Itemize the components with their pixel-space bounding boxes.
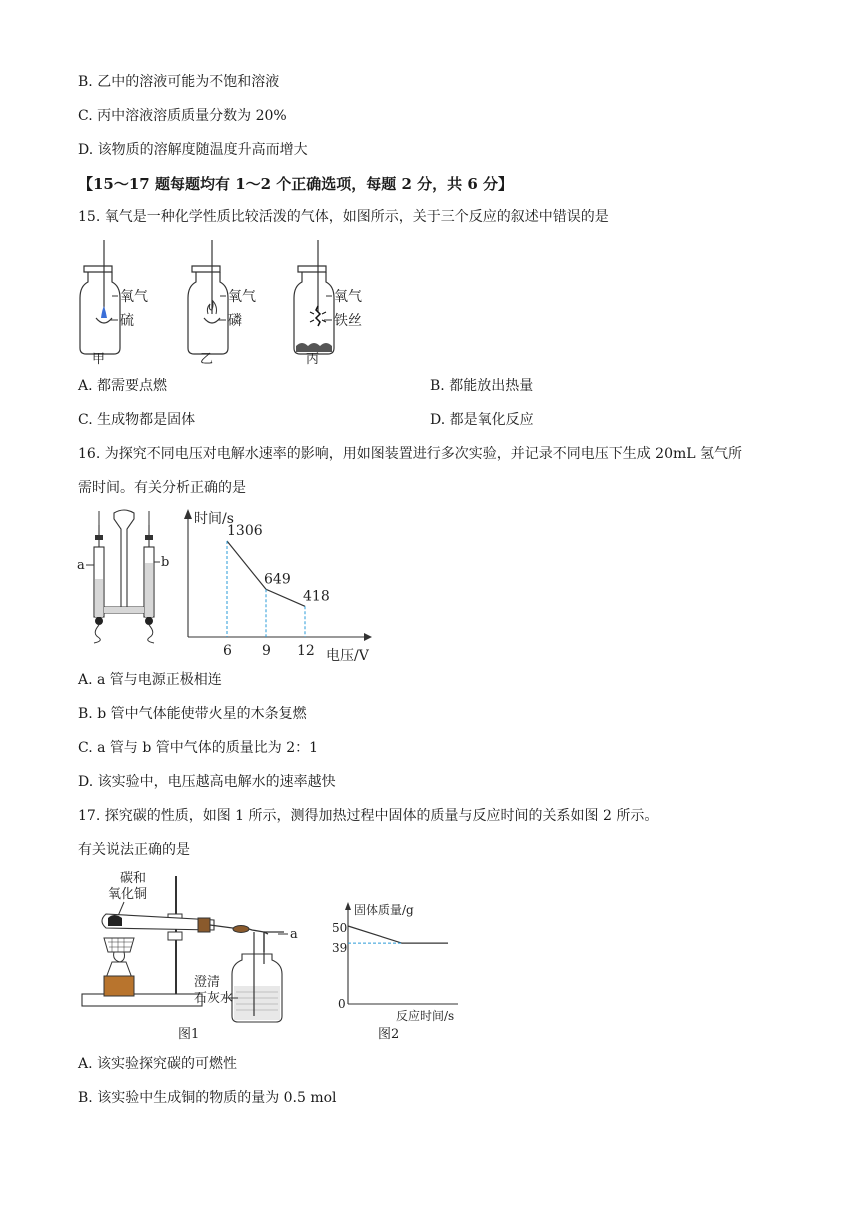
reagent-label-line2: 氧化铜 (108, 887, 148, 902)
chart2-ytick-39: 39 (332, 941, 348, 955)
chart1-xlabel: 电压/V (326, 648, 369, 663)
q14-option-d: D. 该物质的溶解度随温度升高而增大 (78, 142, 308, 158)
bottle-bing-gas-label: 氧气 (334, 289, 362, 305)
rubber-joint (233, 926, 249, 933)
q15-option-c: C. 生成物都是固体 (78, 412, 196, 428)
q14-option-c: C. 丙中溶液溶质质量分数为 20% (78, 108, 287, 124)
wire-gauze (104, 938, 134, 952)
tube-b-label: b (161, 555, 170, 570)
bottle-jia-gas-label: 氧气 (120, 289, 148, 305)
electrolysis-apparatus (76, 505, 176, 645)
section-header: 【15～17 题每题均有 1～2 个正确选项，每题 2 分，共 6 分】 (78, 175, 514, 193)
stopper (198, 918, 210, 932)
fig1-caption: 图1 (178, 1027, 200, 1042)
chart1-ylabel: 时间/s (194, 511, 234, 527)
x-axis-arrow (364, 633, 372, 641)
q16-option-c: C. a 管与 b 管中气体的质量比为 2：1 (78, 740, 319, 756)
bottle-yi-gas-label: 氧气 (228, 289, 256, 305)
q16-option-b: B. b 管中气体能使带火星的木条复燃 (78, 706, 307, 722)
q16-option-d: D. 该实验中，电压越高电解水的速率越快 (78, 774, 336, 790)
mass-series-line (348, 926, 448, 943)
q15-option-b: B. 都能放出热量 (430, 378, 534, 394)
reagent-powder (108, 915, 122, 926)
bottle-jia-substance-label: 硫 (120, 313, 134, 329)
chart2-xlabel: 反应时间/s (396, 1009, 455, 1023)
stand-base (82, 994, 202, 1006)
chart2-ytick-50: 50 (332, 921, 348, 935)
y-axis-arrow (345, 902, 351, 910)
q15-option-d: D. 都是氧化反应 (430, 412, 534, 428)
q16-stem-line1: 16. 为探究不同电压对电解水速率的影响，用如图装置进行多次实验，并记录不同电压下生成 20mL 氢气所 (78, 446, 742, 462)
q16-stem-line2: 需时间。有关分析正确的是 (78, 480, 246, 496)
reagent-label-line1: 碳和 (120, 871, 147, 886)
q14-option-b: B. 乙中的溶液可能为不饱和溶液 (78, 74, 280, 90)
point-label-6: 1306 (227, 523, 263, 540)
q15-combustion-figure (74, 236, 374, 366)
y-axis-arrow (184, 509, 192, 519)
fig2-caption: 图2 (378, 1027, 400, 1042)
point-label-12: 418 (303, 588, 330, 605)
q15-option-a: A. 都需要点燃 (78, 378, 168, 394)
x-tick-6: 6 (223, 643, 232, 659)
q17-stem-line2: 有关说法正确的是 (78, 842, 190, 858)
chart2-ytick-0: 0 (338, 997, 346, 1011)
tube-a-label: a (77, 558, 85, 573)
q17-option-b: B. 该实验中生成铜的物质的量为 0.5 mol (78, 1090, 337, 1106)
bottle-bing-substance-label: 铁丝 (334, 313, 362, 329)
q15-stem: 15. 氧气是一种化学性质比较活泼的气体，如图所示，关于三个反应的叙述中错误的是 (78, 209, 609, 225)
q17-stem-line1: 17. 探究碳的性质，如图 1 所示，测得加热过程中固体的质量与反应时间的关系如图 2 所示。 (78, 808, 659, 824)
tube-a-outlet-label: a (290, 927, 298, 942)
bottle-yi (188, 240, 256, 366)
bottle-jia-caption: 甲 (92, 352, 106, 366)
lamp-base (104, 976, 134, 996)
limewater-label-line2: 石灰水 (194, 991, 234, 1006)
q16-option-a: A. a 管与电源正极相连 (78, 672, 222, 688)
blue-flame-icon (101, 306, 107, 318)
limewater-label-line1: 澄清 (194, 975, 221, 990)
bottle-yi-substance-label: 磷 (228, 313, 242, 329)
carbon-reduction-apparatus (78, 868, 308, 1046)
bottle-bing (294, 240, 362, 366)
sand-layer (296, 343, 332, 352)
bottle-yi-caption: 乙 (200, 352, 214, 366)
bottle-jia (80, 240, 148, 366)
q17-option-a: A. 该实验探究碳的可燃性 (78, 1056, 238, 1072)
point-label-9: 649 (264, 571, 291, 588)
chart2-ylabel: 固体质量/g (354, 903, 414, 917)
x-tick-12: 12 (297, 643, 315, 659)
mass-time-chart (326, 896, 466, 1046)
voltage-time-chart (176, 505, 386, 663)
x-tick-9: 9 (262, 643, 271, 659)
flame-icon (114, 952, 125, 962)
bottle-bing-caption: 丙 (306, 352, 320, 366)
